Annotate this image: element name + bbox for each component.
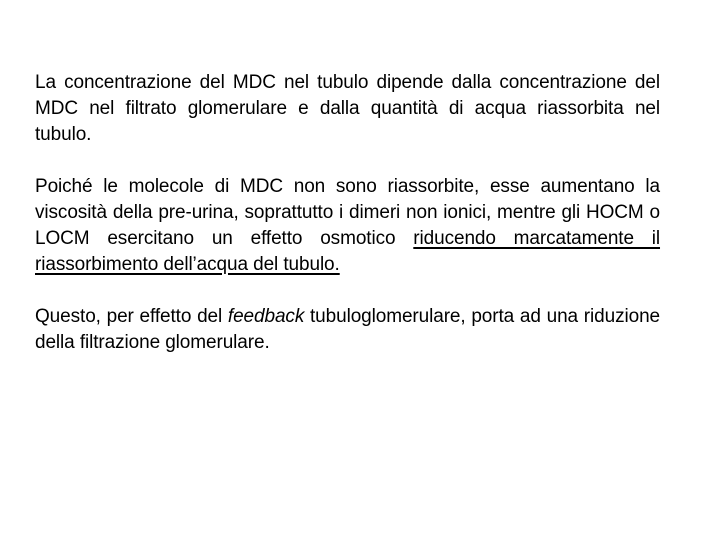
paragraph-feedback — [35, 304, 660, 356]
paragraph-viscosity — [35, 174, 660, 278]
paragraph-feedback-text-after: tubuloglomerulare, porta ad una riduzione della filtrazione glomerulare. — [35, 306, 660, 353]
slide-body — [35, 70, 660, 356]
paragraph-viscosity-underlined-text: riducendo marcatamente il riassorbimento dell’acqua del tubulo. — [35, 228, 661, 275]
paragraph-concentration — [35, 70, 660, 148]
paragraph-viscosity-text: Poiché le molecole di MDC non sono riassorbite, esse aumentano la viscosità della pre-urina, soprattutto i dimeri non ionici, mentre gli HOCM o LOCM esercitano un effetto osmotico — [35, 176, 660, 249]
paragraph-concentration-text: La concentrazione del MDC nel tubulo dipende dalla concentrazione del MDC nel filtrato glomerulare e dalla quantità di acqua riassorbita nel tubulo. — [35, 72, 660, 145]
paragraph-feedback-text-before: Questo, per effetto del — [35, 306, 228, 327]
paragraph-feedback-italic-term: feedback — [227, 306, 305, 327]
